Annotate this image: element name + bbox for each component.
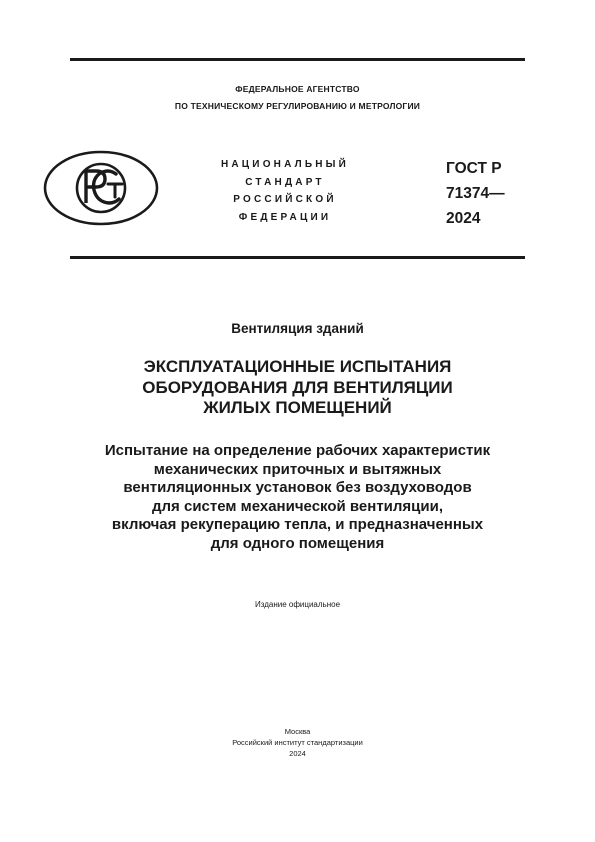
- main-title-line3: ЖИЛЫХ ПОМЕЩЕНИЙ: [203, 398, 392, 417]
- main-title-line2: ОБОРУДОВАНИЯ ДЛЯ ВЕНТИЛЯЦИИ: [142, 377, 453, 397]
- standard-type-line3: РОССИЙСКОЙ: [233, 194, 337, 205]
- subtitle: [40, 442, 555, 553]
- standard-type-line4: ФЕДЕРАЦИИ: [238, 211, 332, 223]
- standard-type-line1: НАЦИОНАЛЬНЫЙ: [220, 159, 350, 170]
- subtitle-line4: для систем механической вентиляции,: [152, 497, 443, 515]
- subtitle-line2: механических приточных и вытяжных: [153, 460, 442, 478]
- designation-line1: ГОСТ Р: [446, 160, 502, 177]
- imprint-year: 2024: [289, 749, 306, 758]
- designation-line2: 71374—: [446, 185, 505, 202]
- middle-rule: [70, 256, 525, 259]
- document-subject: Вентиляция зданий: [231, 321, 364, 336]
- top-rule: [70, 58, 525, 61]
- main-title: [40, 357, 555, 419]
- agency-name-line1: ФЕДЕРАЛЬНОЕ АГЕНТСТВО: [235, 84, 360, 94]
- imprint-publisher: Российский институт стандартизации: [232, 738, 363, 747]
- subtitle-line5: включая рекуперацию тепла, и предназначенных: [111, 516, 484, 533]
- main-title-line1: ЭКСПЛУАТАЦИОННЫЕ ИСПЫТАНИЯ: [143, 357, 452, 376]
- rst-emblem-icon: [42, 150, 160, 226]
- imprint: [40, 726, 555, 759]
- designation-line3: 2024: [446, 210, 481, 227]
- subtitle-line1: Испытание на определение рабочих характеристик: [104, 442, 491, 459]
- standard-type-line2: СТАНДАРТ: [245, 176, 325, 188]
- subtitle-line3: вентиляционных установок без воздуховодов: [123, 479, 472, 496]
- standard-designation: [446, 156, 546, 231]
- standard-type: [190, 156, 380, 226]
- imprint-city: Москва: [284, 727, 311, 736]
- edition-label: Издание официальное: [254, 600, 341, 609]
- subtitle-line6: для одного помещения: [210, 534, 385, 552]
- agency-name-line2: ПО ТЕХНИЧЕСКОМУ РЕГУЛИРОВАНИЮ И МЕТРОЛОГИИ: [174, 101, 421, 111]
